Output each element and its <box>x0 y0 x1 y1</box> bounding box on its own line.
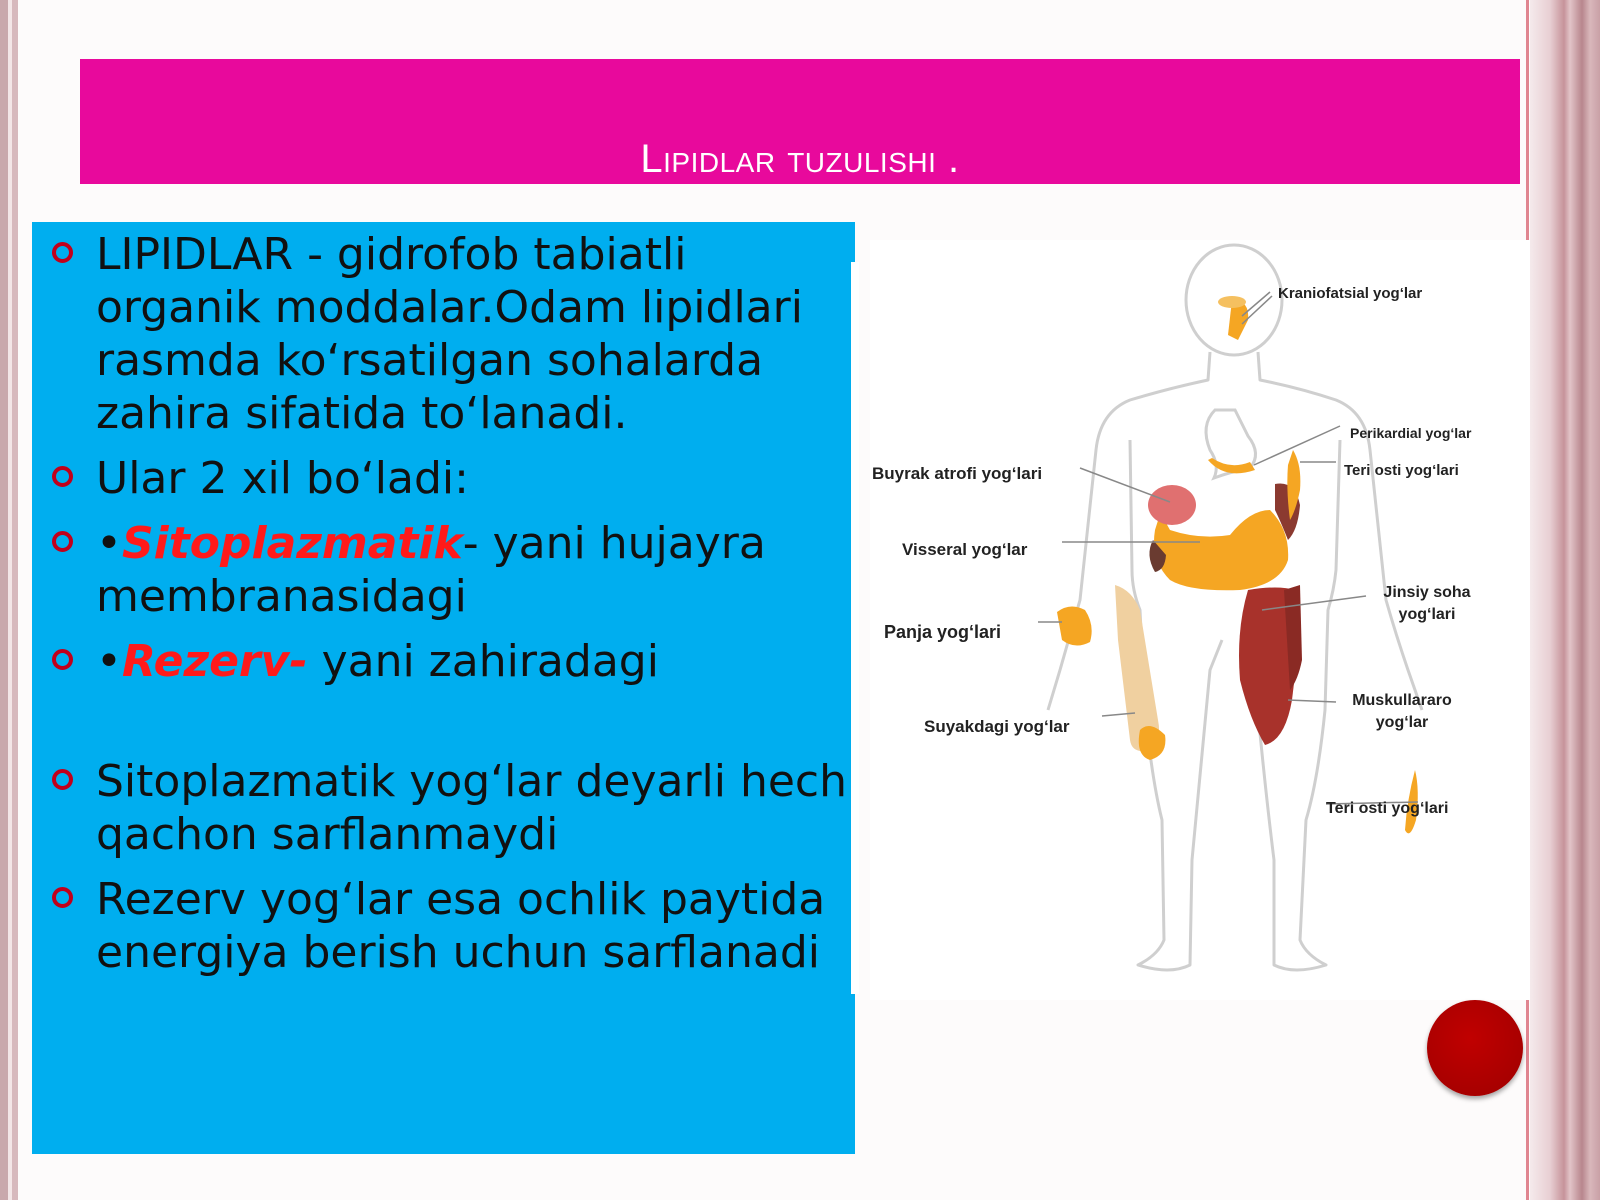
bullet-text: - yani hujayra membranasidagi <box>96 518 766 622</box>
highlight-term: Rezerv- <box>121 636 308 687</box>
bullet-item <box>32 635 862 688</box>
bullet-ring-icon <box>52 466 73 487</box>
slide-right-border <box>1530 0 1600 1200</box>
bullet-prefix: • <box>96 518 122 569</box>
bullet-text: Rezerv yog‘lar esa ochlik paytida energiya berish uchun sarflanadi <box>96 874 826 978</box>
bullet-ring-icon <box>52 649 73 670</box>
bullet-ring-icon <box>52 769 73 790</box>
bullet-ring-icon <box>52 531 73 552</box>
bullet-ring-icon <box>52 242 73 263</box>
slide-left-border <box>0 0 18 1200</box>
slide-title: Lipidlar tuzulishi . <box>640 137 960 181</box>
bullet-item <box>32 452 862 505</box>
bullet-spacer <box>32 688 862 743</box>
red-circle-decoration <box>1427 1000 1523 1096</box>
bullet-text: Sitoplazmatik yog‘lar deyarli hech qachon sarflanmaydi <box>96 756 848 860</box>
label-kraniofatsial: Kraniofatsial yog‘lar <box>1278 285 1423 302</box>
bullet-item <box>32 228 862 440</box>
bullet-list <box>32 228 862 979</box>
label-suyakdagi: Suyakdagi yog‘lar <box>924 717 1070 736</box>
label-jinsiy: Jinsiy soha yog‘lari <box>1383 584 1471 623</box>
bullet-item <box>32 755 862 861</box>
title-bar <box>80 59 1520 184</box>
label-visseral: Visseral yog‘lar <box>902 540 1028 559</box>
bullet-text: yani zahiradagi <box>307 636 659 687</box>
bullet-text: LIPIDLAR - gidrofob tabiatli organik moddalar.Odam lipidlari rasmda ko‘rsatilgan sohalarda zahira sifatida to‘lanadi. <box>96 229 803 439</box>
label-panja: Panja yog‘lari <box>884 622 1002 642</box>
label-perikardial: Perikardial yog‘lar <box>1350 425 1472 441</box>
bullet-item <box>32 873 862 979</box>
bullet-text: Ular 2 xil bo‘ladi: <box>96 453 469 504</box>
label-teri-osti-top: Teri osti yog‘lari <box>1344 462 1459 479</box>
body-fat-diagram <box>870 240 1530 1000</box>
content-box-edge <box>851 262 859 994</box>
bullet-item <box>32 517 862 623</box>
bullet-ring-icon <box>52 887 73 908</box>
fat-deposits <box>1057 296 1418 833</box>
label-buyrak: Buyrak atrofi yog‘lari <box>872 464 1043 483</box>
label-muskullararo: Muskullararo yog‘lar <box>1352 692 1452 731</box>
highlight-term: Sitoplazmatik <box>121 518 463 569</box>
bullet-prefix: • <box>96 636 122 687</box>
label-teri-osti-bottom: Teri osti yog‘lari <box>1326 800 1449 817</box>
